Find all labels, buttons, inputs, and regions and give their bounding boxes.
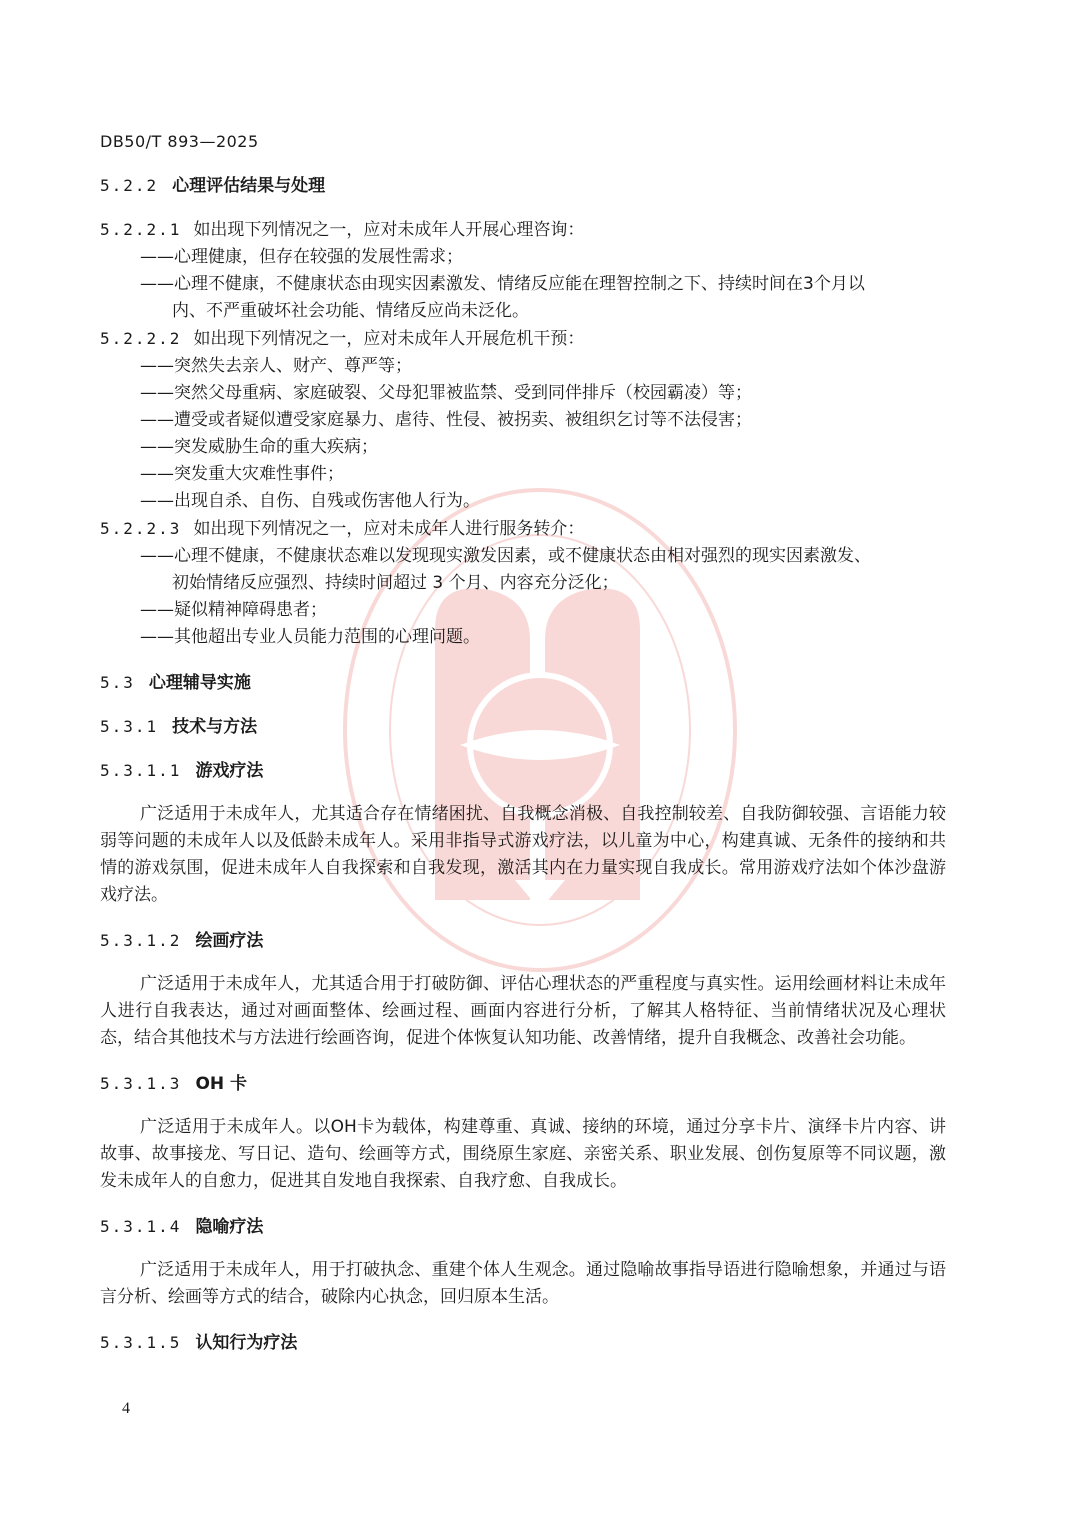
section-heading-5-3-1-3 <box>100 1070 946 1098</box>
section-title: 绘画疗法 <box>195 931 264 951</box>
list-item: ——疑似精神障碍患者； <box>140 600 327 620</box>
list-item: ——遭受或者疑似遭受家庭暴力、虐待、性侵、被拐卖、被组织乞讨等不法侵害； <box>140 410 752 430</box>
body-paragraph: 广泛适用于未成年人，用于打破执念、重建个体人生观念。通过隐喻故事指导语进行隐喻想象，并通过与语言分析、绘画等方式的结合，破除内心执念，回归原本生活。 <box>100 1260 946 1307</box>
clause-text: 如出现下列情况之一，应对未成年人开展心理咨询： <box>193 220 585 240</box>
list-item: ——心理不健康，不健康状态由现实因素激发、情绪反应能在理智控制之下、持续时间在3个月以 <box>140 274 865 294</box>
section-number: 5.3.1.1 <box>100 761 182 780</box>
clause-5-2-2-3 <box>100 515 946 543</box>
section-heading-5-3-1-4 <box>100 1213 946 1241</box>
list-item: ——突然父母重病、家庭破裂、父母犯罪被监禁、受到同伴排斥（校园霸凌）等； <box>140 383 752 403</box>
list-item-continuation: 内、不严重破坏社会功能、情绪反应尚未泛化。 <box>172 301 529 321</box>
section-number: 5.3.1.3 <box>100 1074 182 1093</box>
clause-number: 5.2.2.2 <box>100 329 182 348</box>
section-number: 5.3.1.5 <box>100 1333 182 1352</box>
document-body <box>100 172 946 1357</box>
body-paragraph: 广泛适用于未成年人，尤其适合存在情绪困扰、自我概念消极、自我控制较差、自我防御较强、言语能力较弱等问题的未成年人以及低龄未成年人。采用非指导式游戏疗法，以儿童为中心，构建真诚、无条件的接纳和共情的游戏氛围，促进未成年人自我探索和自我发现，激活其内在力量实现自我成长。常用游戏疗法如个体沙盘游戏疗法。 <box>100 804 946 905</box>
clause-5-2-2-2 <box>100 325 946 353</box>
section-number: 5.3.1 <box>100 717 159 736</box>
section-title: OH 卡 <box>195 1074 248 1094</box>
section-number: 5.3.1.2 <box>100 931 182 950</box>
clause-5-2-2-1 <box>100 216 946 244</box>
section-title: 心理评估结果与处理 <box>172 176 326 196</box>
list-item-continuation: 初始情绪反应强烈、持续时间超过 3 个月、内容充分泛化； <box>172 573 619 593</box>
clause-number: 5.2.2.3 <box>100 519 182 538</box>
clause-text: 如出现下列情况之一，应对未成年人开展危机干预： <box>193 329 585 349</box>
body-paragraph: 广泛适用于未成年人。以OH卡为载体，构建尊重、真诚、接纳的环境，通过分享卡片、演绎卡片内容、讲故事、故事接龙、写日记、造句、绘画等方式，围绕原生家庭、亲密关系、职业发展、创伤复原等不同议题，激发未成年人的自愈力，促进其自发地自我探索、自我疗愈、自我成长。 <box>100 1117 946 1191</box>
section-title: 游戏疗法 <box>195 761 264 781</box>
list-item: ——其他超出专业人员能力范围的心理问题。 <box>140 627 480 647</box>
body-paragraph: 广泛适用于未成年人，尤其适合用于打破防御、评估心理状态的严重程度与真实性。运用绘画材料让未成年人进行自我表达，通过对画面整体、绘画过程、画面内容进行分析，了解其人格特征、当前情绪状况及心理状态，结合其他技术与方法进行绘画咨询，促进个体恢复认知功能、改善情绪，提升自我概念、改善社会功能。 <box>100 974 946 1048</box>
section-number: 5.3.1.4 <box>100 1217 182 1236</box>
section-number: 5.3 <box>100 673 135 692</box>
list-item: ——突发重大灾难性事件； <box>140 464 344 484</box>
clause-number: 5.2.2.1 <box>100 220 182 239</box>
list-item: ——心理不健康，不健康状态难以发现现实激发因素，或不健康状态由相对强烈的现实因素激发、 <box>140 546 871 566</box>
section-title: 技术与方法 <box>172 717 258 737</box>
section-heading-5-3-1 <box>100 713 946 741</box>
list-item: ——心理健康，但存在较强的发展性需求； <box>140 247 463 267</box>
section-title: 心理辅导实施 <box>148 673 251 693</box>
list-item: ——出现自杀、自伤、自残或伤害他人行为。 <box>140 491 480 511</box>
section-heading-5-2-2 <box>100 172 946 200</box>
list-item: ——突然失去亲人、财产、尊严等； <box>140 356 412 376</box>
document-code: DB50/T 893—2025 <box>100 132 259 151</box>
page-number: 4 <box>122 1400 130 1417</box>
section-title: 隐喻疗法 <box>195 1217 264 1237</box>
section-heading-5-3-1-2 <box>100 927 946 955</box>
clause-text: 如出现下列情况之一，应对未成年人进行服务转介： <box>193 519 585 539</box>
section-heading-5-3-1-5 <box>100 1329 946 1357</box>
list-item: ——突发威胁生命的重大疾病； <box>140 437 378 457</box>
section-heading-5-3 <box>100 669 946 697</box>
section-number: 5.2.2 <box>100 176 159 195</box>
section-title: 认知行为疗法 <box>195 1333 298 1353</box>
section-heading-5-3-1-1 <box>100 757 946 785</box>
